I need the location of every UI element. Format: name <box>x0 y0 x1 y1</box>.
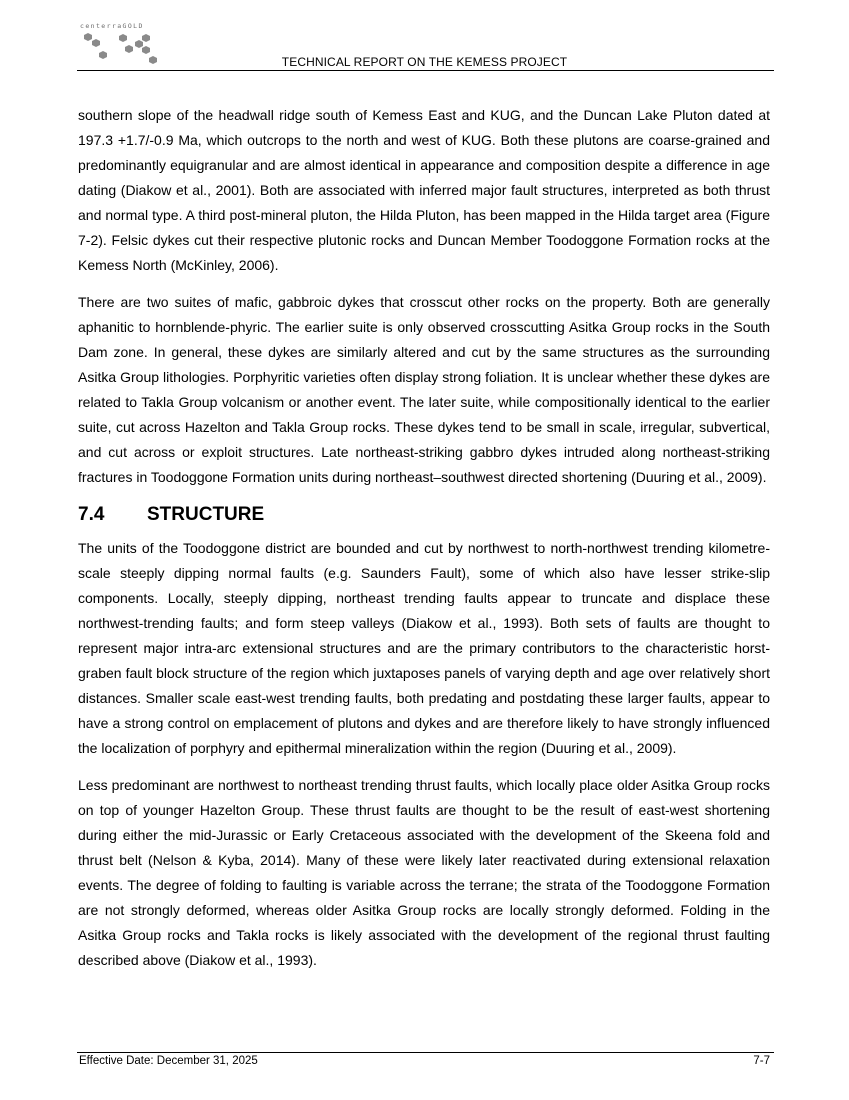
page-number: 7-7 <box>753 1055 770 1067</box>
section-number: 7.4 <box>78 504 105 525</box>
effective-date: Effective Date: December 31, 2025 <box>79 1055 258 1067</box>
footer-divider <box>77 1052 774 1053</box>
body-paragraph: southern slope of the headwall ridge south of Kemess East and KUG, and the Duncan Lake Pluton dated at 197.3 +1.7/-0.9 Ma, which outcrops to the north and west of KUG. Both these plutons are coarse-grained and predominantly equigranular and are almost identical in appearance and composition despite a difference in age dating (Diakow et al., 2001). Both are associated with inferred major fault structures, interpreted as both thrust and normal type. A third post-mineral pluton, the Hilda Pluton, has been mapped in the Hilda target area (Figure 7-2). Felsic dykes cut their respective plutonic rocks and Duncan Member Toodoggone Formation rocks at the Kemess North (McKinley, 2006). <box>78 107 770 273</box>
page-footer <box>79 1055 770 1067</box>
logo-wordmark: centerraGOLD <box>80 22 144 30</box>
body-paragraph: Less predominant are northwest to northeast trending thrust faults, which locally place older Asitka Group rocks on top of younger Hazelton Group. These thrust faults are thought to be the result of east-west shortening during either the mid-Jurassic or Early Cretaceous associated with the development of the Skeena fold and thrust belt (Nelson & Kyba, 2014). Many of these were likely later reactivated during extensional relaxation events. The degree of folding to faulting is variable across the terrane; the strata of the Toodoggone Formation are not strongly deformed, whereas older Asitka Group rocks are locally strongly deformed. Folding in the Asitka Group rocks and Takla rocks is likely associated with the development of the regional thrust faulting described above (Diakow et al., 1993). <box>78 777 770 968</box>
report-header-title: TECHNICAL REPORT ON THE KEMESS PROJECT <box>281 55 568 69</box>
body-paragraph: There are two suites of mafic, gabbroic dykes that crosscut other rocks on the property. Both are generally aphanitic to hornblende-phyric. The earlier suite is only observed crosscutting Asitka Group rocks in the South Dam zone. In general, these dykes are similarly altered and cut by the same structures as the surrounding Asitka Group lithologies. Porphyritic varieties often display strong foliation. It is unclear whether these dykes are related to Takla Group volcanism or another event. The later suite, while compositionally identical to the earlier suite, cut across Hazelton and Takla Group rocks. These dykes tend to be small in scale, irregular, subvertical, and cut across or exploit structures. Late northeast-striking gabbro dykes intruded along northeast-striking fractures in Toodoggone Formation units during northeast–southwest directed shortening (Duuring et al., 2009). <box>78 294 770 485</box>
document-body <box>78 103 770 985</box>
section-heading <box>78 502 770 528</box>
body-paragraph: The units of the Toodoggone district are bounded and cut by northwest to north-northwest trending kilometre-scale steeply dipping normal faults (e.g. Saunders Fault), some of which also have lesser strike-slip components. Locally, steeply dipping, northeast trending faults appear to truncate and displace these northwest-trending faults; and form steep valleys (Diakow et al., 1993). Both sets of faults are thought to represent major intra-arc extensional structures and are the primary contributors to the characteristic horst-graben fault block structure of the region which juxtaposes panels of varying depth and age over relatively short distances. Smaller scale east-west trending faults, both predating and postdating these larger faults, appear to have a strong control on emplacement of plutons and dykes and are therefore likely to have strongly influenced the localization of porphyry and epithermal mineralization within the region (Duuring et al., 2009). <box>78 540 770 756</box>
section-title: STRUCTURE <box>147 504 265 525</box>
header-divider <box>77 70 774 71</box>
